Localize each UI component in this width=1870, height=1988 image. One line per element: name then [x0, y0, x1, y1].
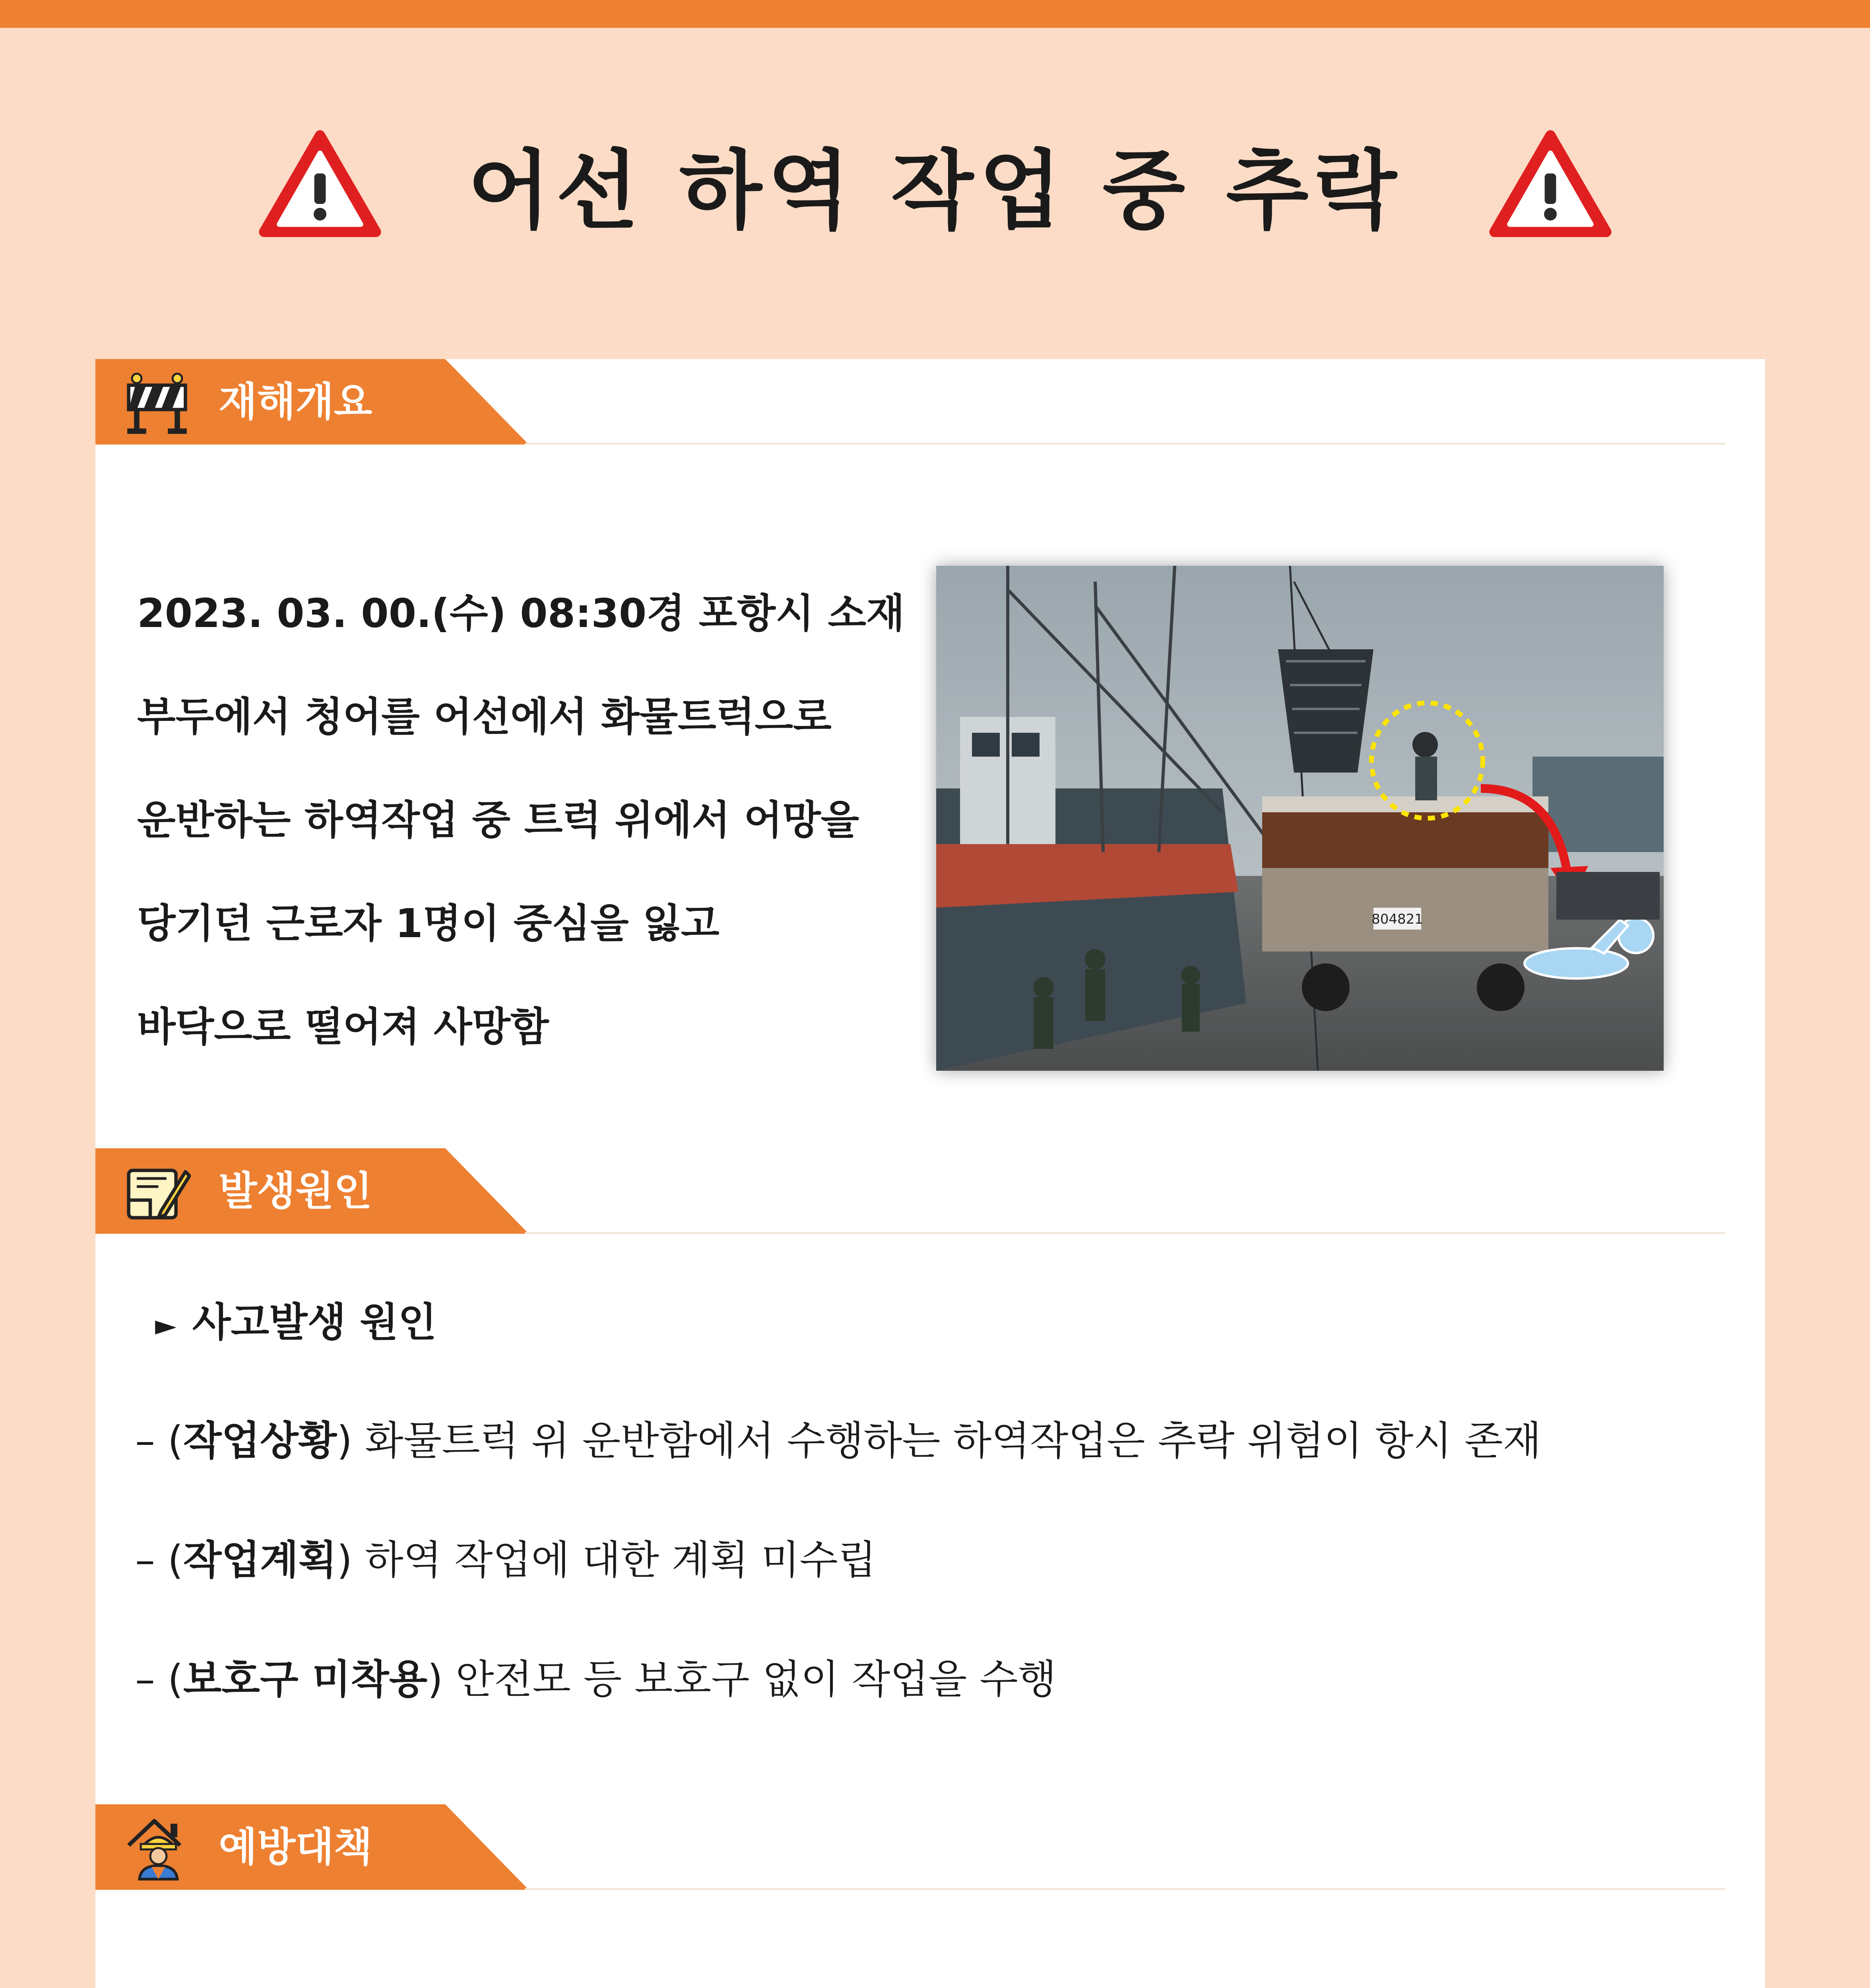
construction-barrier-icon: [123, 369, 191, 437]
accident-scene-photo: [936, 566, 1664, 1071]
top-accent-bar: [0, 0, 1870, 28]
blueprint-pencil-icon: [123, 1158, 191, 1226]
section-header-prevention: [95, 1804, 541, 1890]
safety-worker-icon: [123, 1814, 191, 1882]
section-title-prevention: 예방대책: [219, 1824, 372, 1870]
overview-line: 운반하는 하역작업 중 트럭 위에서 어망을: [137, 797, 859, 843]
section-header-overview: [95, 359, 541, 445]
section-divider: [525, 1232, 1725, 1234]
overview-line: 부두에서 청어를 어선에서 화물트럭으로: [137, 693, 832, 740]
content-card: [95, 359, 1765, 1988]
overview-line: 당기던 근로자 1명이 중심을 잃고: [137, 900, 720, 947]
truck-license-plate: 804821: [1371, 911, 1423, 927]
warning-triangle-icon: [1487, 127, 1614, 243]
overview-line: 바닥으로 떨어져 사망함: [137, 1004, 549, 1050]
cause-item: – (보호구 미착용) 안전모 등 보호구 없이 작업을 수행: [135, 1656, 1057, 1703]
page-title: 어선 하역 작업 중 추락: [468, 141, 1402, 241]
overview-line: 2023. 03. 00.(수) 08:30경 포항시 소재: [137, 590, 905, 637]
cause-subheading: ► 사고발생 원인: [155, 1299, 437, 1345]
overview-text: [137, 562, 932, 1079]
section-header-cause: [95, 1148, 541, 1234]
cause-item: – (작업상황) 화물트럭 위 운반함에서 수행하는 하역작업은 추락 위험이 항시 존재: [135, 1417, 1542, 1464]
section-divider: [525, 1888, 1725, 1890]
section-title-overview: 재해개요: [219, 379, 372, 425]
section-divider: [525, 443, 1725, 445]
arrow-right-icon: ►: [155, 1309, 177, 1342]
section-title-cause: 발생원인: [219, 1168, 372, 1214]
cause-item: – (작업계획) 하역 작업에 대한 계획 미수립: [135, 1537, 877, 1583]
